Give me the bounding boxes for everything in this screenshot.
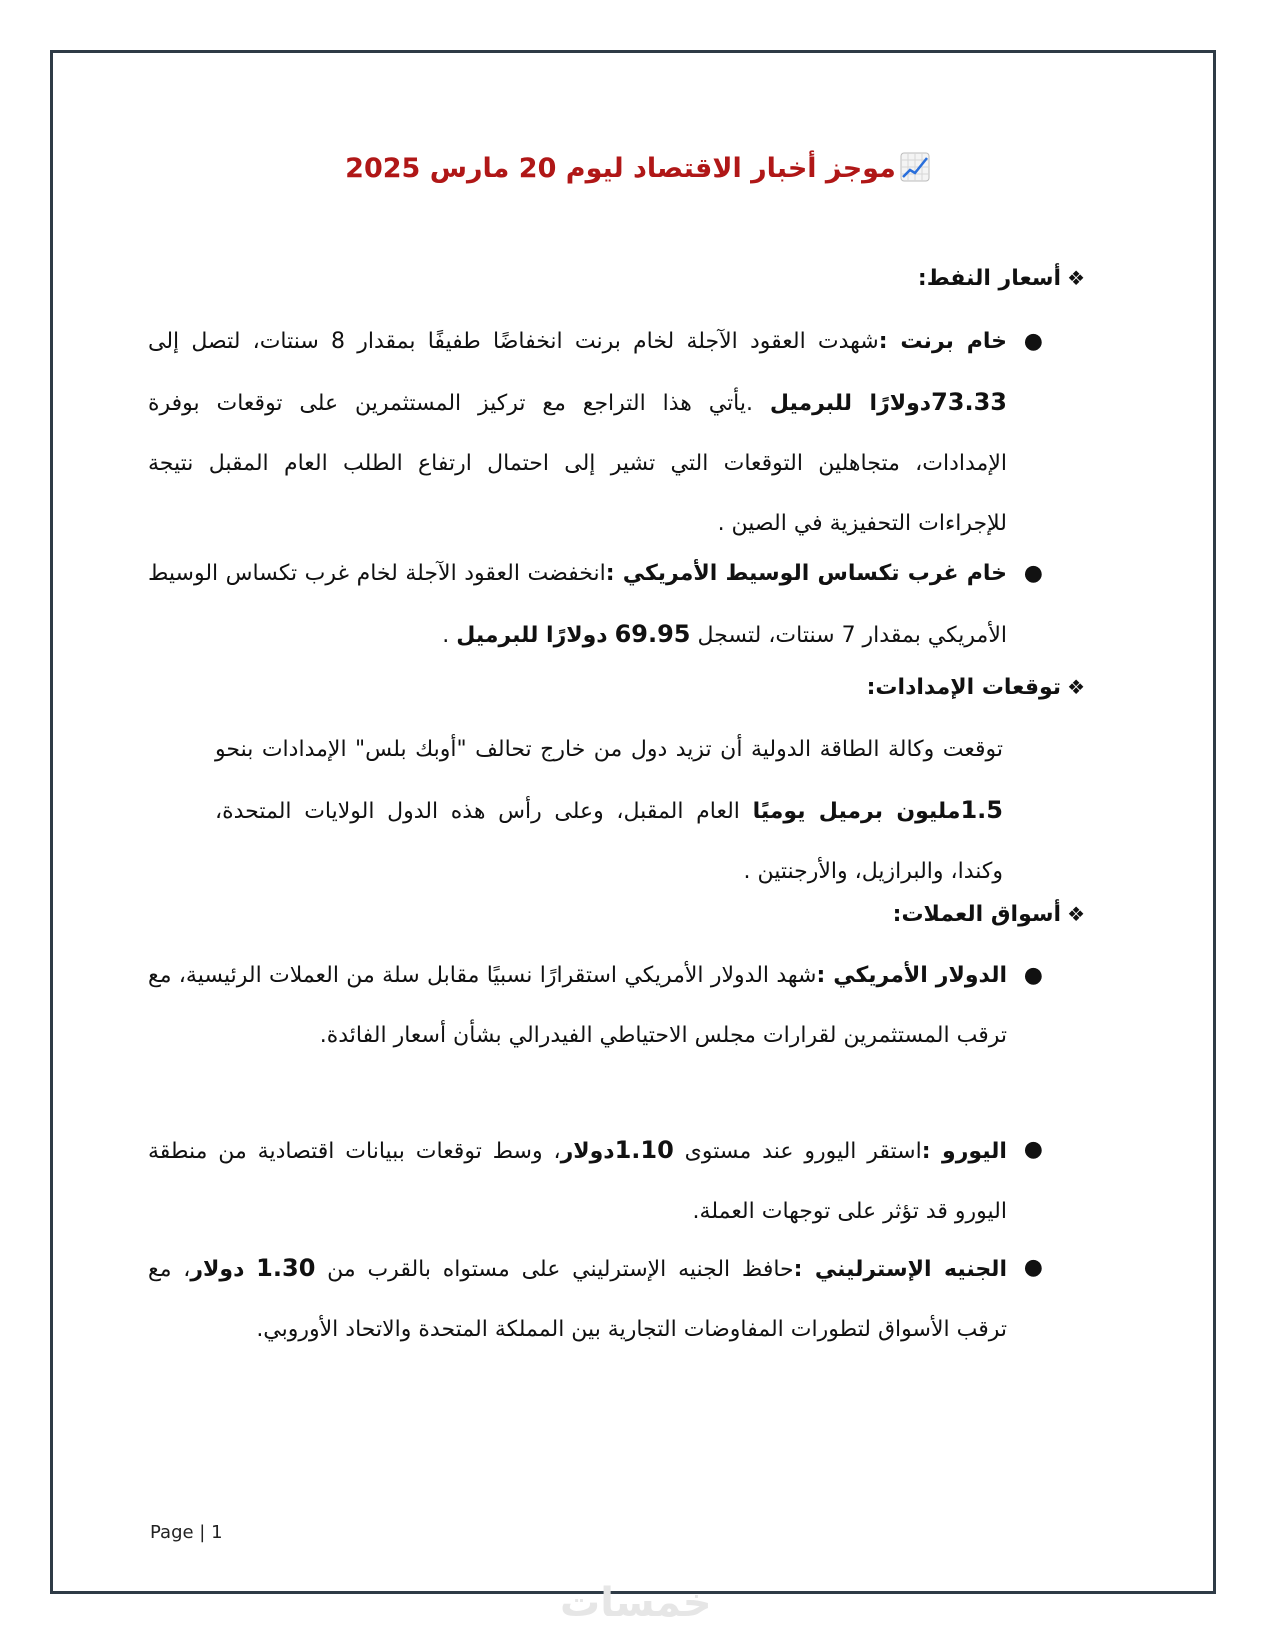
- bullet-icon: ●: [1023, 963, 1043, 988]
- diamond-bullet-icon: ❖: [1067, 675, 1085, 699]
- bullet-icon: ●: [1023, 1137, 1043, 1162]
- list-item-eur: ● اليورو :استقر اليورو عند مستوى 1.10دولار، وسط توقعات ببيانات اقتصادية من منطقة اليورو قد تؤثر على توجهات العملة.: [148, 1120, 1007, 1242]
- supply-value: 1.5: [960, 796, 1003, 824]
- list-item-usd: ● الدولار الأمريكي :شهد الدولار الأمريكي استقرارًا نسبيًا مقابل سلة من العملات الرئيسية، مع ترقب المستثمرين لقرارات مجلس الاحتياطي الفيدرالي بشأن أسعار الفائدة.: [148, 946, 1007, 1066]
- diamond-bullet-icon: ❖: [1067, 266, 1085, 290]
- section-heading-fx: ❖أسواق العملات:: [892, 902, 1085, 927]
- page-number: Page | 1: [150, 1522, 223, 1543]
- gbp-label: الجنيه الإسترليني :: [793, 1257, 1007, 1282]
- bullet-icon: ●: [1023, 1255, 1043, 1280]
- watermark-logo: خمسات: [560, 1580, 712, 1626]
- brent-label: خام برنت :: [878, 329, 1007, 354]
- chart-increasing-icon: [900, 152, 930, 182]
- brent-price: 73.33: [931, 388, 1007, 416]
- diamond-bullet-icon: ❖: [1067, 902, 1085, 926]
- eur-rate: 1.10: [614, 1136, 674, 1164]
- list-item-wti: ● خام غرب تكساس الوسيط الأمريكي :انخفضت العقود الآجلة لخام غرب تكساس الوسيط الأمريكي بمقدار 7 سنتات، لتسجل 69.95 دولارًا للبرميل .: [148, 544, 1007, 666]
- section-heading-supply: ❖توقعات الإمدادات:: [866, 675, 1085, 700]
- page-title: [0, 152, 1275, 184]
- list-item-brent: ● خام برنت :شهدت العقود الآجلة لخام برنت انخفاضًا طفيفًا بمقدار 8 سنتات، لتصل إلى 73.33دولارًا للبرميل .يأتي هذا التراجع مع تركيز المستثمرين على توقعات بوفرة الإمدادات، متجاهلين التوقعات التي تشير إلى احتمال ارتفاع الطلب العام المقبل نتيجة للإجراءات التحفيزية في الصين .: [148, 312, 1007, 554]
- title-text: موجز أخبار الاقتصاد ليوم 20 مارس 2025: [345, 153, 896, 184]
- wti-price: 69.95: [614, 620, 691, 648]
- supply-paragraph: توقعت وكالة الطاقة الدولية أن تزيد دول من خارج تحالف "أوبك بلس" الإمدادات بنحو 1.5مليون برميل يوميًا العام المقبل، وعلى رأس هذه الدول الولايات المتحدة، وكندا، والبرازيل، والأرجنتين .: [215, 737, 1003, 884]
- usd-label: الدولار الأمريكي :: [816, 963, 1008, 988]
- eur-label: اليورو :: [921, 1139, 1007, 1164]
- gbp-rate: 1.30: [256, 1254, 316, 1282]
- list-item-gbp: ● الجنيه الإسترليني :حافظ الجنيه الإسترليني على مستواه بالقرب من 1.30 دولار، مع ترقب الأسواق لتطورات المفاوضات التجارية بين المملكة المتحدة والاتحاد الأوروبي.: [148, 1238, 1007, 1360]
- bullet-icon: ●: [1023, 561, 1043, 586]
- section-heading-oil: ❖أسعار النفط:: [917, 266, 1085, 291]
- wti-label: خام غرب تكساس الوسيط الأمريكي :: [605, 561, 1008, 586]
- bullet-icon: ●: [1023, 329, 1043, 354]
